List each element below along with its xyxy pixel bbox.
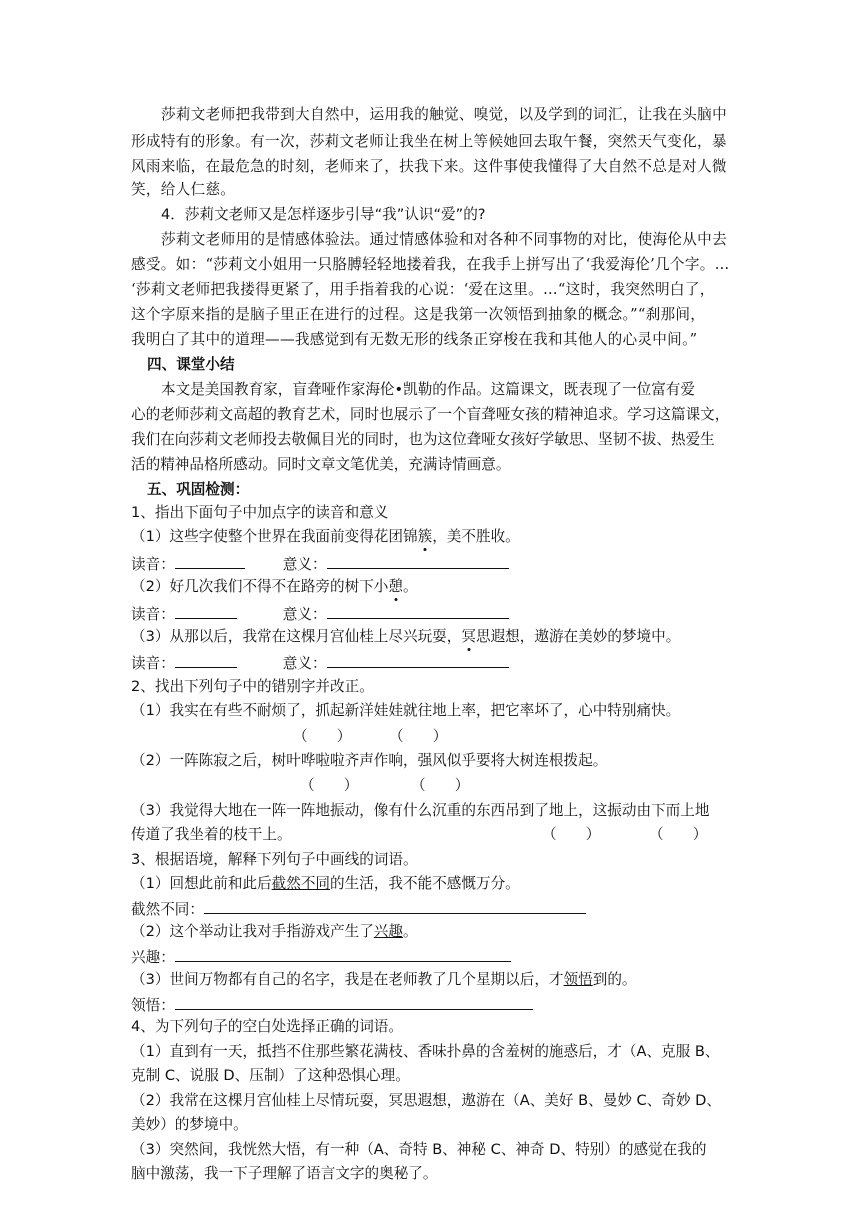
answer-row: 兴趣： (131, 946, 511, 968)
intro-line: 莎莉文老师把我带到大自然中，运用我的触觉、嗅觉，以及学到的词汇，让我在头脑中 (161, 106, 727, 123)
question-2-1: （1）我实在有些不耐烦了，抓起新洋娃娃就往地上率，把它率坏了，心中特别痛快。 (131, 702, 681, 719)
question-1-2: （2）好几次我们不得不在路旁的树下小憩。 (131, 578, 418, 595)
intro-line: 形成特有的形象。有一次，莎莉文老师让我坐在树上等候她回去取午餐，突然天气变化，暴 (131, 133, 727, 150)
section-heading: 四、课堂小结 (147, 356, 235, 373)
answer-row: 领悟： (131, 994, 533, 1016)
answer-row: 截然不同： (131, 898, 586, 920)
question-2-3: （3）我觉得大地在一阵一阵地振动，像有什么沉重的东西吊到了地上，这振动由下而上地 (131, 802, 710, 819)
answer-row: 读音： 意义： (131, 603, 509, 625)
question-3-2: （2）这个举动让我对手指游戏产生了兴趣。 (131, 923, 418, 940)
question-4-2: （2）我常在这棵月宫仙桂上尽情玩耍，冥思遐想，遨游在（A、美好 B、曼妙 C、奇妙 D、 (131, 1092, 722, 1109)
question-3-3: （3）世间万物都有自己的名字，我是在老师教了几个星期以后，才领悟到的。 (131, 971, 637, 988)
summary-line: 我们在向莎莉文老师投去敬佩目光的同时，也为这位聋哑女孩好学敏思、坚韧不拔、热爱生 (131, 431, 715, 448)
answer-line: 这个字原来指的是脑子里正在进行的过程。这是我第一次领悟到抽象的概念。”“刹那间， (131, 306, 706, 323)
question-2-2: （2）一阵陈寂之后，树叶哗啦啦齐声作响，强风似乎要将大树连根拨起。 (131, 752, 608, 769)
meaning-blank[interactable] (327, 553, 509, 569)
correction-blank[interactable]: （ ） (542, 826, 601, 843)
answer-blank[interactable] (175, 946, 511, 962)
answer-line: 莎莉文老师用的是情感体验法。通过情感体验和对各种不同事物的对比，使海伦从中去 (161, 231, 727, 248)
question-3: 3、根据语境，解释下列句子中画线的词语。 (131, 851, 418, 868)
question-3-1: （1）回想此前和此后截然不同的生活，我不能不感慨万分。 (131, 875, 520, 892)
question-4-3: （3）突然间，我恍然大悟，有一种（A、奇特 B、神秘 C、神奇 D、特别）的感觉在我的 (131, 1141, 707, 1158)
meaning-blank[interactable] (327, 652, 509, 668)
question-4: 4．莎莉文老师又是怎样逐步引导“我”认识“爱”的? (161, 206, 486, 223)
question-4-2: 美妙）的梦境中。 (131, 1116, 248, 1133)
question-1-3: （3）从那以后，我常在这棵月宫仙桂上尽兴玩耍，冥思遐想，遨游在美妙的梦境中。 (131, 628, 681, 645)
question-4-3: 脑中激荡，我一下子理解了语言文字的奥秘了。 (131, 1165, 438, 1182)
pronunciation-blank[interactable] (175, 553, 245, 569)
section-heading: 五、巩固检测： (147, 481, 250, 498)
answer-blank[interactable] (204, 898, 586, 914)
pronunciation-blank[interactable] (175, 652, 237, 668)
correction-blank[interactable]: （ ） (389, 728, 448, 745)
summary-line: 心的老师莎莉文高超的教育艺术，同时也展示了一个盲聋哑女孩的精神追求。学习这篇课文， (131, 406, 730, 423)
summary-line: 本文是美国教育家，盲聋哑作家海伦•凯勒的作品。这篇课文，既表现了一位富有爱 (161, 381, 695, 398)
pronunciation-blank[interactable] (175, 603, 237, 619)
question-1-1: （1）这些字使整个世界在我面前变得花团锦簇，美不胜收。 (131, 528, 520, 545)
correction-blank[interactable]: （ ） (293, 728, 352, 745)
answer-row: 读音： 意义： (131, 652, 509, 674)
answer-row: 读音： 意义： (131, 553, 509, 575)
meaning-blank[interactable] (327, 603, 509, 619)
correction-blank[interactable]: （ ） (649, 826, 708, 843)
question-2: 2、找出下列句子中的错别字并改正。 (131, 678, 374, 695)
answer-blank[interactable] (175, 994, 533, 1010)
answer-line: ‘莎莉文老师把我搂得更紧了，用手指着我的心说：‘爱在这里。…“这时，我突然明白了， (131, 281, 715, 298)
question-4-1: 克制 C、说服 D、压制）了这种恐惧心理。 (131, 1067, 410, 1084)
correction-blank[interactable]: （ ） (300, 777, 359, 794)
intro-line: 笑，给人仁慈。 (131, 181, 236, 198)
question-1: 1、指出下面句子中加点字的读音和意义 (131, 504, 389, 521)
correction-blank[interactable]: （ ） (411, 777, 470, 794)
answer-line: 我明白了其中的道理——我感觉到有无数无形的线条正穿梭在我和其他人的心灵中间。” (131, 331, 698, 348)
question-4-1: （1）直到有一天，抵挡不住那些繁花满枝、香味扑鼻的含羞树的施惑后，才（A、克服 B、 (131, 1043, 720, 1060)
question-2-3: 传道了我坐着的枝干上。 (131, 826, 292, 843)
summary-line: 活的精神品格所感动。同时文章文笔优美，充满诗情画意。 (131, 456, 511, 473)
answer-line: 感受。如：“莎莉文小姐用一只胳膊轻轻地搂着我，在我手上拼写出了‘我爱海伦’几个字。… (131, 256, 730, 273)
intro-line: 风雨来临，在最危急的时刻，老师来了，扶我下来。这件事使我懂得了大自然不总是对人微 (131, 158, 727, 175)
question-4: 4、为下列句子的空白处选择正确的词语。 (131, 1018, 403, 1035)
